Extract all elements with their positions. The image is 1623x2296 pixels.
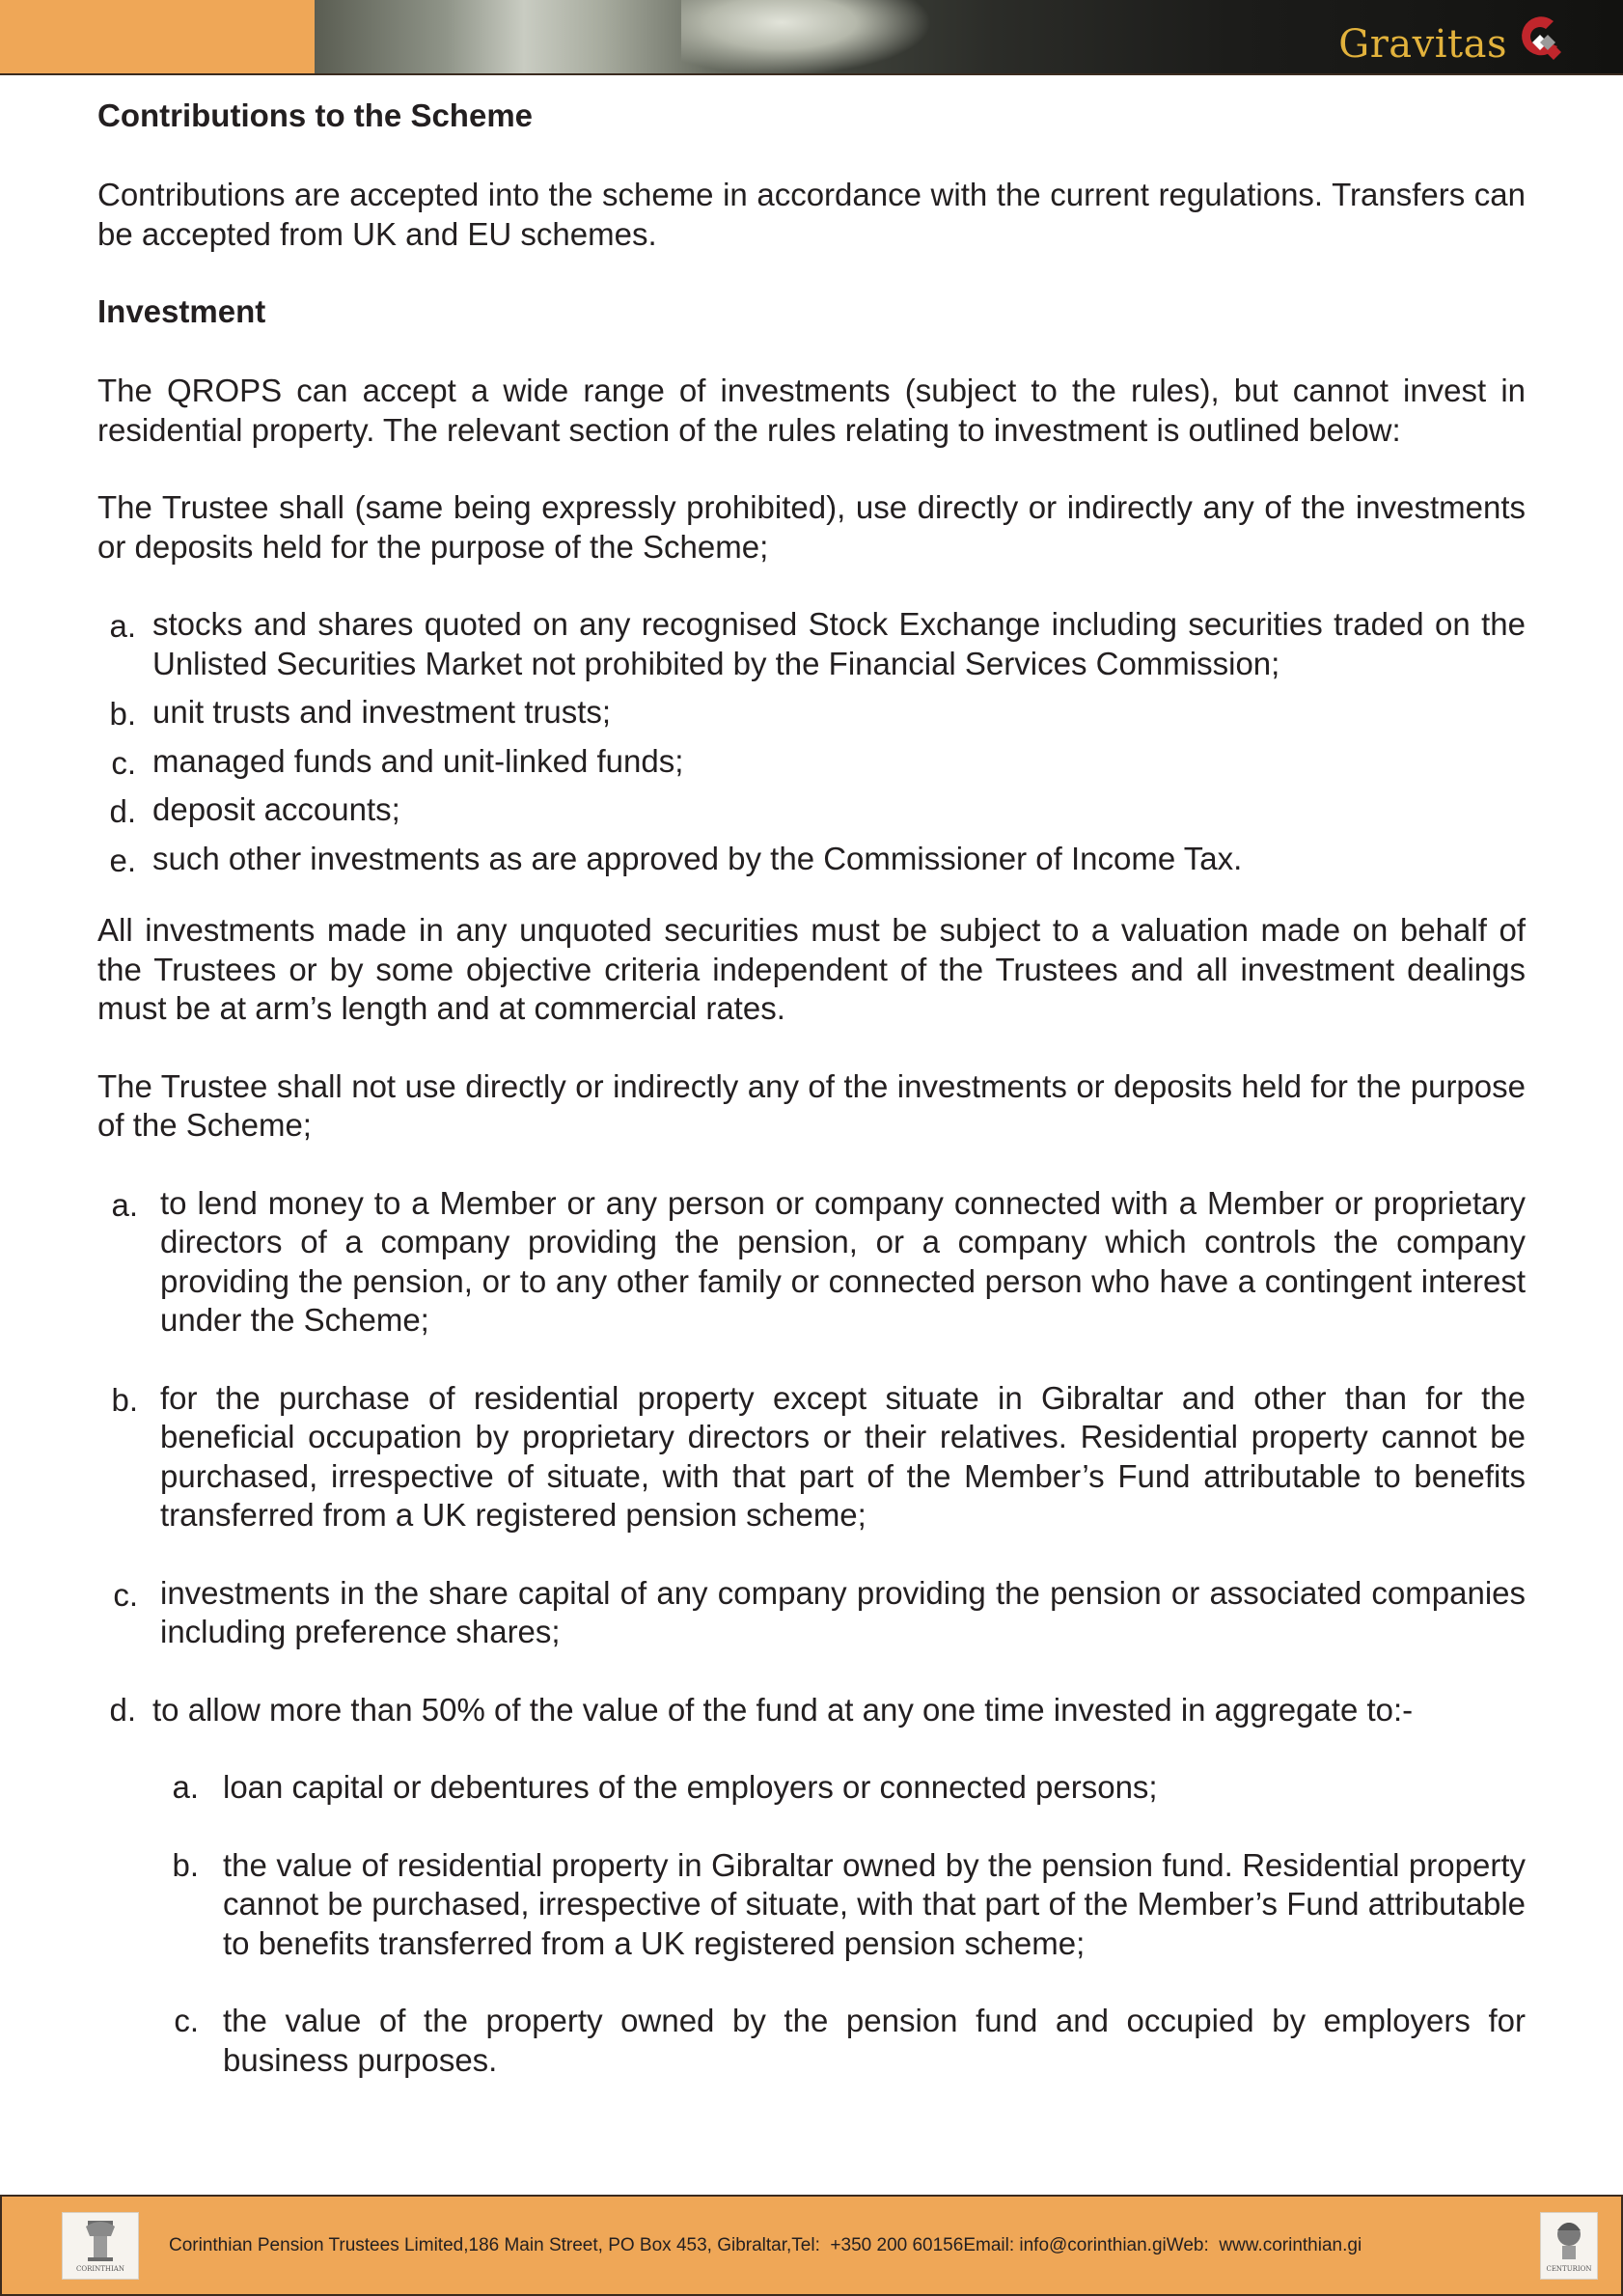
list-item	[97, 1574, 1526, 1652]
trustee-shall-not-paragraph: The Trustee shall not use directly or indirectly any of the investments or deposits held for the purpose of the Scheme;	[97, 1067, 1526, 1143]
centurion-emblem-icon	[1540, 2212, 1598, 2280]
footer-website: Web: www.corinthian.gi	[1166, 2234, 1362, 2255]
contributions-heading: Contributions to the Scheme	[97, 97, 534, 133]
sublist-item	[160, 1846, 1526, 1964]
header-divider	[0, 73, 1623, 75]
sublist-item	[160, 2002, 1526, 2080]
sublist-marker: a.	[172, 1769, 199, 1805]
list-item-text: such other investments as are approved by the Commissioner of Income Tax.	[152, 840, 1243, 876]
prohibited-investments-list	[97, 1184, 1526, 2081]
footer-address: 186 Main Street, PO Box 453, Gibraltar,	[468, 2234, 792, 2255]
list-marker: b.	[109, 696, 136, 732]
list-item-text: for the purchase of residential property except situate in Gibraltar and other than for the beneficial occupation by proprietary directors or their relatives. Residential property cannot be purchased, irrespective of situate, with that part of the Member’s Fund attributable to benefits transferred from a UK registered pension scheme;	[160, 1379, 1526, 1533]
gravitas-logo	[1338, 21, 1569, 68]
emblem-left-caption: CORINTHIAN	[76, 2265, 124, 2273]
list-item-text: stocks and shares quoted on any recognised Stock Exchange including securities traded on the Unlisted Securities Market not prohibited by the Financial Services Commission;	[152, 606, 1526, 681]
trustee-shall-paragraph: The Trustee shall (same being expressly prohibited), use directly or indirectly any of the investments or deposits held for the purpose of the Scheme;	[97, 489, 1526, 565]
list-marker: c.	[113, 1576, 138, 1613]
sublist-item-text: loan capital or debentures of the employers or connected persons;	[223, 1769, 1158, 1805]
list-item-text: managed funds and unit-linked funds;	[152, 742, 684, 779]
list-marker: d.	[109, 793, 136, 829]
investment-heading: Investment	[97, 293, 266, 329]
list-marker: a.	[111, 1186, 138, 1223]
page-content	[97, 95, 1526, 2080]
header-color-band	[0, 0, 315, 75]
list-marker: d.	[109, 1691, 136, 1728]
list-item	[97, 840, 1526, 879]
footer-company: Corinthian Pension Trustees Limited,	[169, 2234, 469, 2255]
sublist-marker: c.	[174, 2003, 199, 2038]
sublist-item-text: the value of the property owned by the pension fund and occupied by employers for business purposes.	[223, 2003, 1526, 2078]
list-item	[97, 1184, 1526, 1341]
corinthian-emblem-icon	[62, 2212, 139, 2280]
list-item	[97, 693, 1526, 733]
allowed-investments-list	[97, 605, 1526, 878]
contributions-paragraph: Contributions are accepted into the scheme in accordance with the current regulations. Transfers can be accepted from UK and EU schemes.	[97, 177, 1526, 252]
sublist-marker: b.	[172, 1846, 199, 1883]
list-marker: a.	[109, 608, 136, 644]
list-item-text: to allow more than 50% of the value of the fund at any one time invested in aggregate to:-	[152, 1691, 1414, 1728]
sublist-item	[160, 1768, 1526, 1808]
list-item	[97, 1379, 1526, 1535]
unquoted-securities-paragraph: All investments made in any unquoted securities must be subject to a valuation made on behalf of the Trustees or by some objective criteria independent of the Trustees and all investment dealings must be at arm’s length and at commercial rates.	[97, 912, 1526, 1026]
footer-contact-line	[169, 2197, 1472, 2294]
list-item	[97, 790, 1526, 830]
emblem-right-caption: CENTURION	[1546, 2265, 1592, 2273]
list-marker: c.	[111, 744, 136, 781]
sublist-item-text: the value of residential property in Gibraltar owned by the pension fund. Residential property cannot be purchased, irrespective of situate, with that part of the Member’s Fund attributable to benefits transferred from a UK registered pension scheme;	[223, 1846, 1526, 1961]
list-item-text: unit trusts and investment trusts;	[152, 694, 612, 730]
logo-mark-icon	[1511, 8, 1569, 66]
page-header	[0, 0, 1623, 75]
page-footer	[0, 2195, 1623, 2296]
footer-telephone: Tel: +350 200 60156	[791, 2234, 964, 2255]
list-item-text: to lend money to a Member or any person or company connected with a Member or proprietary directors of a company providing the pension, or a company which controls the company providing the pension, or to any other family or connected person who have a contingent interest under the Scheme;	[160, 1184, 1526, 1338]
list-item-text: deposit accounts;	[152, 791, 400, 827]
logo-text: Gravitas	[1338, 22, 1507, 67]
footer-email: Email: info@corinthian.gi	[963, 2234, 1167, 2255]
list-item	[97, 605, 1526, 683]
list-marker: e.	[109, 842, 136, 878]
list-marker: b.	[111, 1381, 138, 1418]
list-item	[97, 742, 1526, 782]
list-item	[97, 1691, 1526, 2081]
list-item-text: investments in the share capital of any company providing the pension or associated companies including preference shares;	[160, 1574, 1526, 1649]
statue-image	[681, 0, 932, 75]
aggregate-sublist	[160, 1768, 1526, 2080]
investment-intro-paragraph: The QROPS can accept a wide range of investments (subject to the rules), but cannot invest in residential property. The relevant section of the rules relating to investment is outlined below:	[97, 373, 1526, 448]
